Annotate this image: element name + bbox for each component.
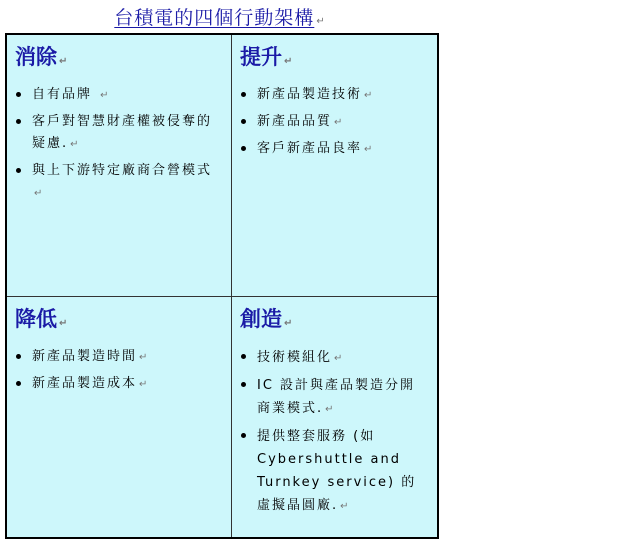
paragraph-mark-icon: ↵ (334, 353, 345, 364)
quadrant-raise (232, 35, 437, 295)
list-item-text: 客戶新產品良率 (257, 141, 363, 156)
paragraph-mark-icon: ↵ (284, 318, 293, 329)
paragraph-mark-icon: ↵ (59, 318, 68, 329)
paragraph-mark-icon: ↵ (325, 404, 336, 415)
list-item-text: 新產品製造時間 (32, 349, 138, 364)
list-item (15, 160, 221, 205)
heading-text: 提升 (240, 45, 282, 69)
quadrant-raise-heading (240, 43, 429, 76)
quadrant-create (232, 297, 437, 537)
paragraph-mark-icon: ↵ (59, 56, 68, 67)
quadrant-create-heading (240, 305, 429, 338)
list-item (240, 111, 429, 134)
paragraph-mark-icon: ↵ (284, 56, 293, 67)
paragraph-mark-icon: ↵ (139, 379, 150, 390)
list-item (240, 374, 429, 421)
paragraph-mark-icon: ↵ (34, 188, 45, 199)
list-item (15, 111, 221, 156)
heading-text: 消除 (15, 45, 57, 69)
diagram-title-text: 台積電的四個行動架構 (114, 7, 315, 29)
heading-text: 降低 (15, 307, 57, 331)
paragraph-mark-icon: ↵ (100, 90, 111, 101)
list-item (15, 84, 221, 107)
paragraph-mark-icon: ↵ (364, 90, 375, 101)
list-item (240, 425, 429, 518)
paragraph-mark-icon: ↵ (340, 501, 351, 512)
paragraph-mark-icon: ↵ (139, 352, 150, 363)
diagram-title (0, 3, 440, 30)
list-item-text: 提供整套服務 (如 Cybershuttle and Turnkey service) 的虛擬晶圓廠. (257, 429, 417, 513)
paragraph-mark-icon: ↵ (70, 139, 81, 150)
list-item-text: 自有品牌 (32, 87, 99, 102)
list-item-text: IC 設計與產品製造分開商業模式. (257, 378, 416, 416)
paragraph-mark-icon: ↵ (334, 117, 345, 128)
quadrant-raise-list (240, 84, 429, 161)
list-item-text: 新產品製造技術 (257, 87, 363, 102)
list-item (240, 138, 429, 161)
list-item-text: 與上下游特定廠商合營模式 (32, 163, 213, 178)
list-item (15, 373, 221, 396)
list-item (15, 346, 221, 369)
list-item-text: 新產品品質 (257, 114, 333, 129)
quadrant-reduce (7, 297, 229, 537)
quadrant-eliminate-heading (15, 43, 221, 76)
quadrant-reduce-list (15, 346, 221, 396)
quadrant-create-list (240, 346, 429, 518)
list-item-text: 客戶對智慧財產權被侵奪的疑慮. (32, 114, 213, 151)
list-item-text: 新產品製造成本 (32, 376, 138, 391)
list-item-text: 技術模組化 (257, 350, 333, 365)
heading-text: 創造 (240, 307, 282, 331)
list-item (240, 346, 429, 370)
paragraph-mark-icon: ↵ (364, 144, 375, 155)
list-item (240, 84, 429, 107)
paragraph-mark-icon: ↵ (316, 16, 326, 27)
quadrant-eliminate-list (15, 84, 221, 205)
four-actions-grid (5, 33, 439, 539)
quadrant-reduce-heading (15, 305, 221, 338)
quadrant-eliminate (7, 35, 229, 295)
